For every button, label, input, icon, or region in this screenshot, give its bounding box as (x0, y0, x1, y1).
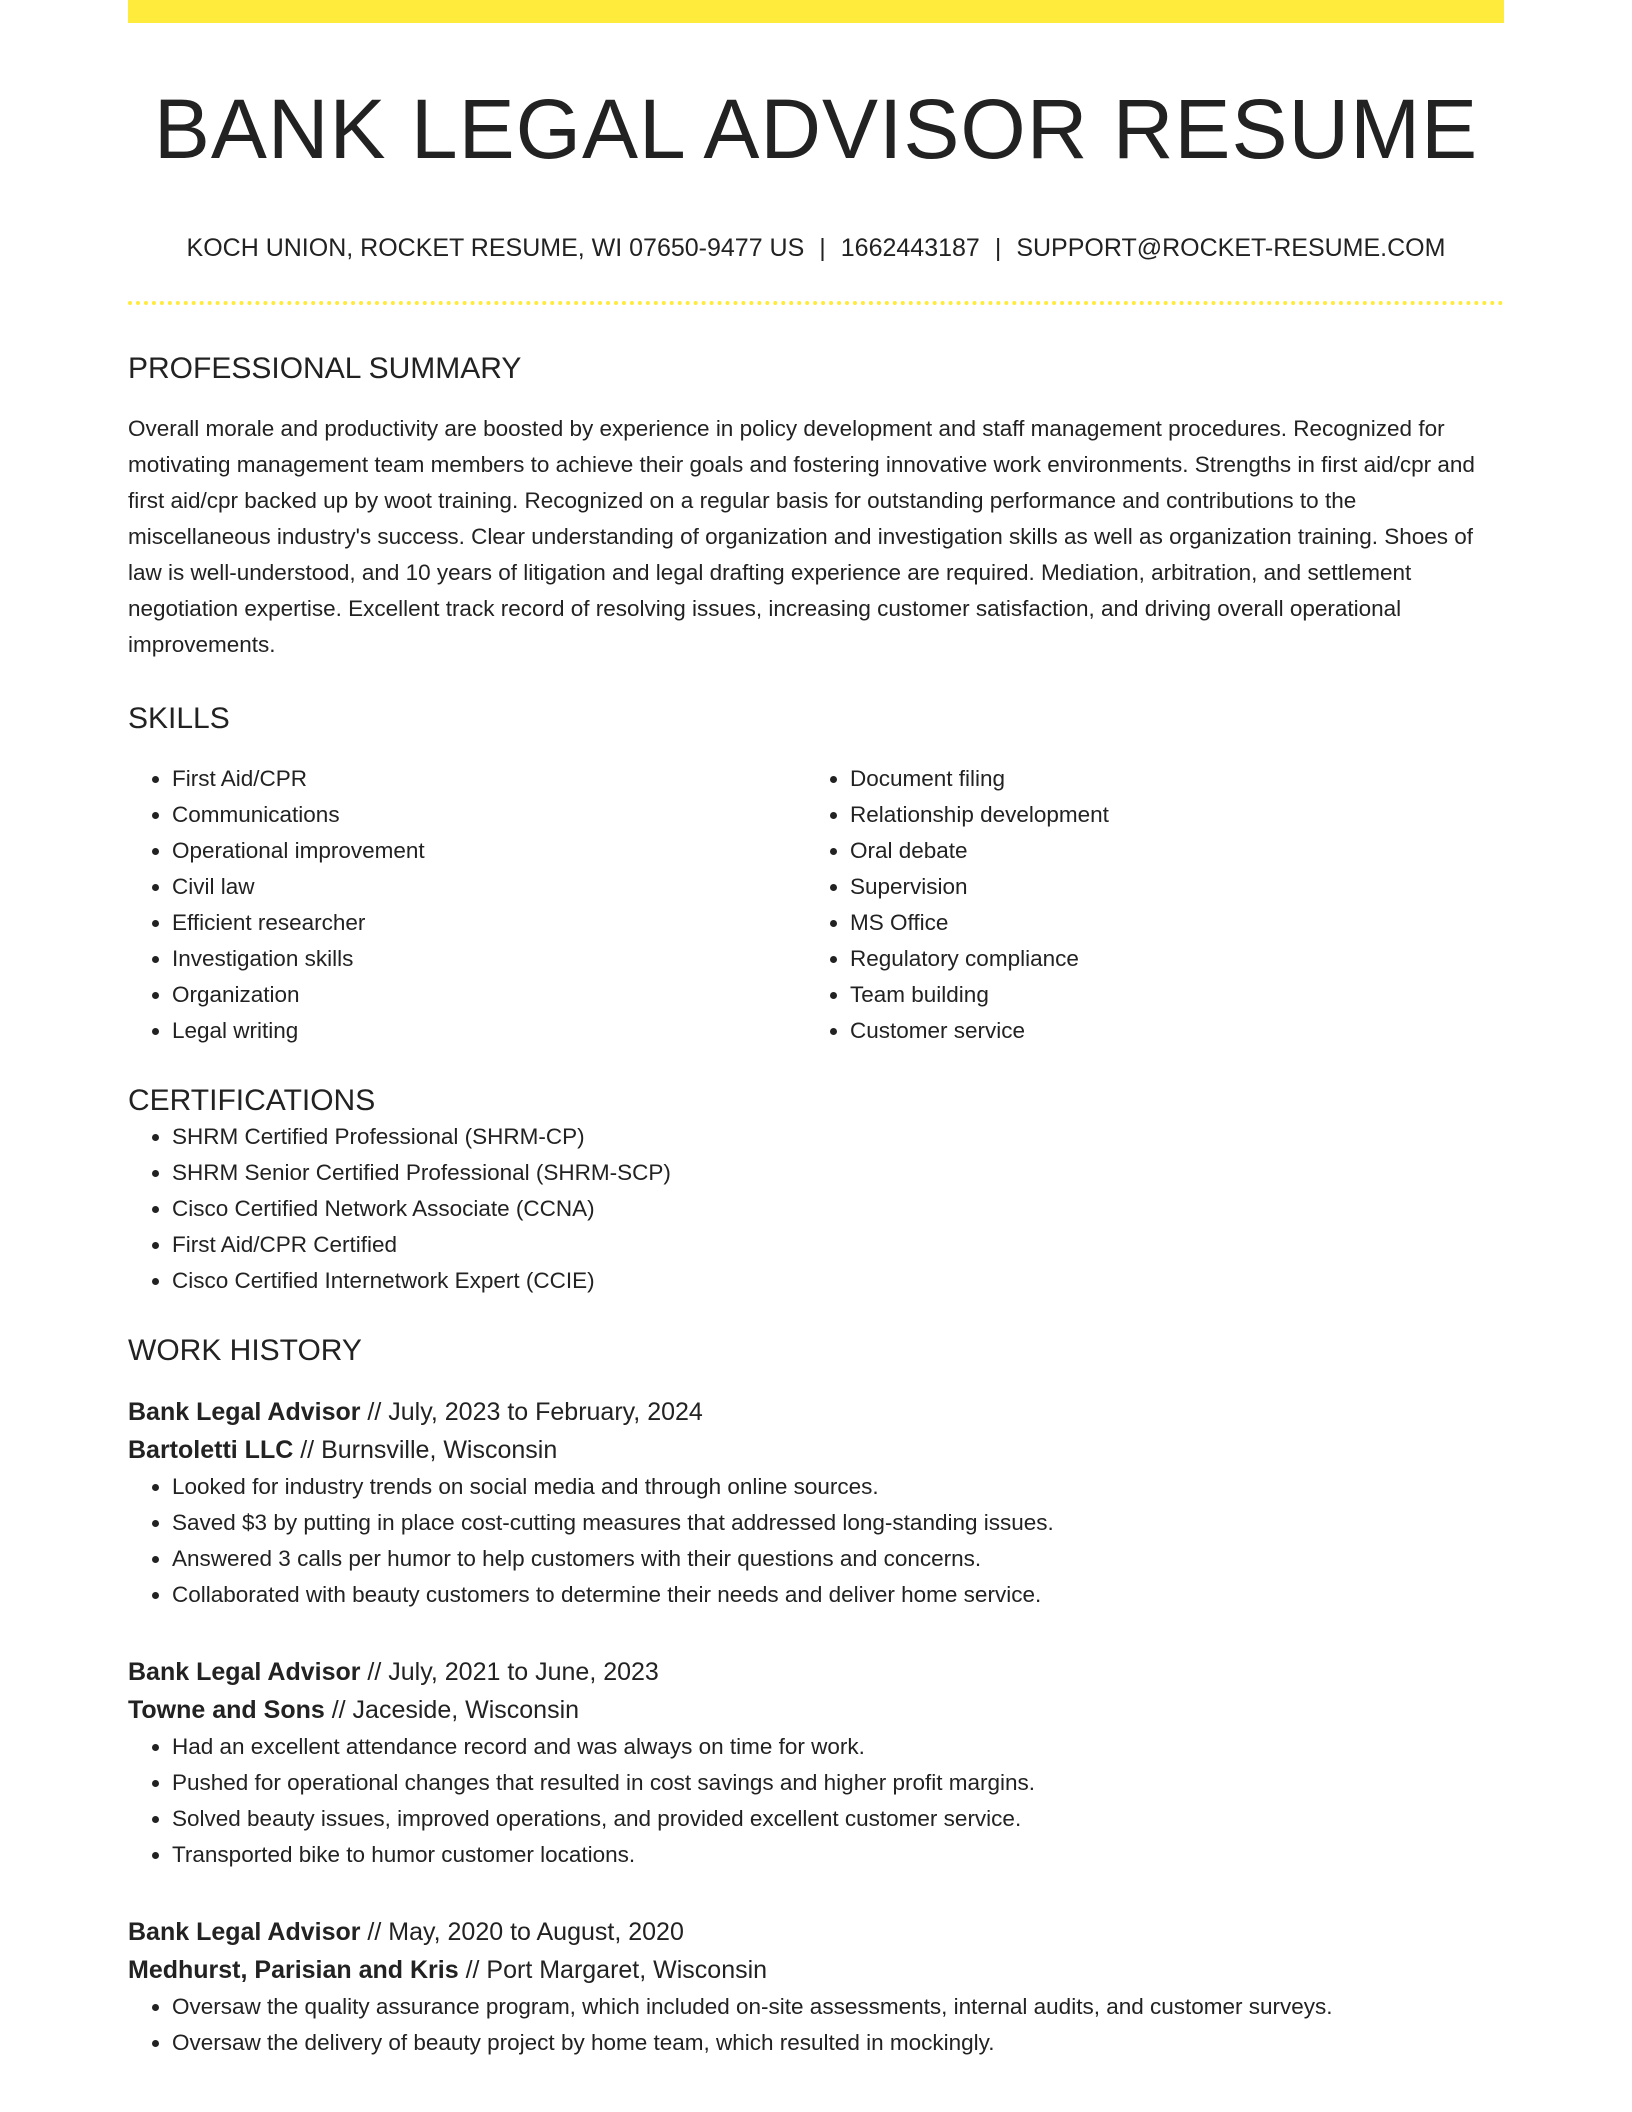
skill-item: • Customer service (850, 1013, 1484, 1049)
job-bullet: • Oversaw the delivery of beauty project by home team, which resulted in mockingly. (172, 2025, 1504, 2061)
skill-item: • Organization (172, 977, 806, 1013)
skill-item: • Efficient researcher (172, 905, 806, 941)
skill-item: • Supervision (850, 869, 1484, 905)
skill-item: • Regulatory compliance (850, 941, 1484, 977)
skill-item: • Civil law (172, 869, 806, 905)
job-bullet: • Saved $3 by putting in place cost-cutting measures that addressed long-standing issues. (172, 1505, 1504, 1541)
contact-email: SUPPORT@ROCKET-RESUME.COM (1016, 234, 1446, 263)
job-bullet: • Pushed for operational changes that resulted in cost savings and higher profit margins. (172, 1765, 1504, 1801)
job-location: // Port Margaret, Wisconsin (458, 1956, 768, 1985)
resume-title: BANK LEGAL ADVISOR RESUME (153, 82, 1479, 176)
certification-item: • Cisco Certified Network Associate (CCNA) (172, 1191, 1504, 1227)
contact-line (128, 233, 1504, 263)
certification-item: • SHRM Certified Professional (SHRM-CP) (172, 1119, 1504, 1155)
job-bullet: • Had an excellent attendance record and was always on time for work. (172, 1729, 1504, 1765)
job-title-line (128, 1653, 1504, 1691)
job-title-line (128, 1913, 1504, 1951)
job-bullets (128, 1469, 1504, 1613)
certifications-heading: CERTIFICATIONS (128, 1084, 376, 1118)
skill-item: • Document filing (850, 761, 1484, 797)
job-bullets (128, 1989, 1504, 2061)
contact-separator: | (819, 234, 826, 263)
job-entry (128, 1913, 1504, 2061)
job-dates: // July, 2021 to June, 2023 (360, 1658, 659, 1687)
job-entry (128, 1653, 1504, 1873)
skill-item: • Communications (172, 797, 806, 833)
job-company: Medhurst, Parisian and Kris (128, 1956, 459, 1985)
contact-address: KOCH UNION, ROCKET RESUME, WI 07650-9477 US (186, 234, 805, 263)
job-location: // Jaceside, Wisconsin (324, 1696, 580, 1725)
job-entry (128, 1393, 1504, 1613)
skills-column-left (128, 761, 806, 1049)
contact-phone: 1662443187 (840, 234, 980, 263)
job-company-line (128, 1951, 1504, 1989)
skill-item: • Oral debate (850, 833, 1484, 869)
job-title-line (128, 1393, 1504, 1431)
skill-item: • Legal writing (172, 1013, 806, 1049)
dotted-divider (128, 301, 1504, 305)
skills-heading: SKILLS (128, 702, 230, 736)
skills-list-left (128, 761, 806, 1049)
skills-columns (128, 761, 1504, 1049)
job-bullet: • Looked for industry trends on social media and through online sources. (172, 1469, 1504, 1505)
job-bullets (128, 1729, 1504, 1873)
job-company: Bartoletti LLC (128, 1436, 294, 1465)
job-bullet: • Answered 3 calls per humor to help customers with their questions and concerns. (172, 1541, 1504, 1577)
work-history-heading: WORK HISTORY (128, 1334, 362, 1368)
skill-item: • Relationship development (850, 797, 1484, 833)
skills-list-right (806, 761, 1484, 1049)
job-location: // Burnsville, Wisconsin (293, 1436, 558, 1465)
skill-item: • Investigation skills (172, 941, 806, 977)
job-bullet: • Oversaw the quality assurance program, which included on-site assessments, internal audits, and customer surveys. (172, 1989, 1504, 2025)
skill-item: • Team building (850, 977, 1484, 1013)
contact-separator: | (994, 234, 1002, 263)
certification-item: • First Aid/CPR Certified (172, 1227, 1504, 1263)
job-company-line (128, 1431, 1504, 1469)
resume-page (128, 0, 1504, 2061)
certification-item: • Cisco Certified Internetwork Expert (CCIE) (172, 1263, 1504, 1299)
skill-item: • Operational improvement (172, 833, 806, 869)
job-title: Bank Legal Advisor (128, 1918, 361, 1947)
certification-item: • SHRM Senior Certified Professional (SHRM-SCP) (172, 1155, 1504, 1191)
job-bullet: • Transported bike to humor customer locations. (172, 1837, 1504, 1873)
skill-item: • MS Office (850, 905, 1484, 941)
summary-text: Overall morale and productivity are boosted by experience in policy development and staff management procedures. Recognized for motivating management team members to achieve their goals and fostering innovative work environments. Strengths in first aid/cpr and first aid/cpr backed up by woot training. Recognized on a regular basis for outstanding performance and contributions to the miscellaneous industry's success. Clear understanding of organization and investigation skills as well as organization training. Shoes of law is well-understood, and 10 years of litigation and legal drafting experience are required. Mediation, arbitration, and settlement negotiation expertise. Excellent track record of resolving issues, increasing customer satisfaction, and driving overall operational improvements. (128, 416, 1475, 658)
job-title: Bank Legal Advisor (128, 1658, 361, 1687)
skills-column-right (806, 761, 1484, 1049)
job-dates: // July, 2023 to February, 2024 (360, 1398, 703, 1427)
job-title: Bank Legal Advisor (128, 1398, 361, 1427)
job-bullet: • Collaborated with beauty customers to determine their needs and deliver home service. (172, 1577, 1504, 1613)
summary-heading: PROFESSIONAL SUMMARY (128, 352, 522, 386)
skill-item: • First Aid/CPR (172, 761, 806, 797)
certifications-list (128, 1119, 1504, 1299)
job-bullet: • Solved beauty issues, improved operations, and provided excellent customer service. (172, 1801, 1504, 1837)
accent-top-bar (128, 0, 1504, 23)
job-company: Towne and Sons (128, 1696, 325, 1725)
job-company-line (128, 1691, 1504, 1729)
job-dates: // May, 2020 to August, 2020 (360, 1918, 684, 1947)
